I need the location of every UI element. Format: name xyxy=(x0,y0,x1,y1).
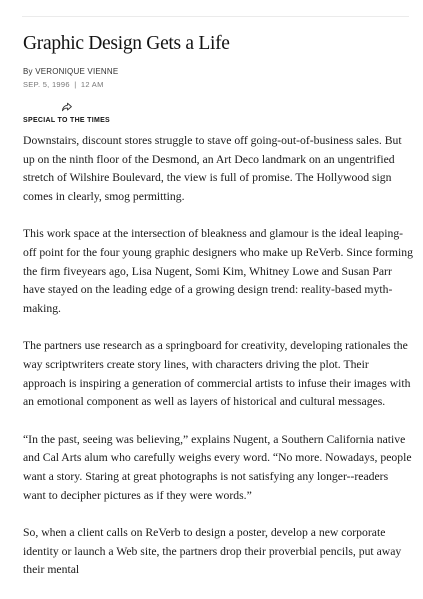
paragraph: This work space at the intersection of bleakness and glamour is the ideal leaping-off point for the four young graphic designers who make up ReVerb. Since forming the firm fiveyears ago, Lisa Nugent, Somi Kim, Whitney Lowe and Susan Parr have stayed on the leading edge of a growing design trend: reality-based myth-making. xyxy=(23,227,413,315)
section-label: SPECIAL TO THE TIMES xyxy=(23,117,111,124)
paragraph: So, when a client calls on ReVerb to design a poster, develop a new corporate identity or launch a Web site, the partners drop their proverbial pencils, put away their mental xyxy=(23,526,402,577)
paragraph: The partners use research as a springboard for creativity, developing rationales the way scriptwriters create story lines, with characters driving the plot. Their approach is inspiring a generation of commercial artists to infuse their images with an emotional component as well as layers of historical and cultural messages. xyxy=(23,339,411,409)
paragraph: Downstairs, discount stores struggle to stave off going-out-of-business sales. But up on the ninth floor of the Desmond, an Art Deco landmark on an ungentrified stretch of Wilshire Boulevard, the view is full of promise. The Hollywood sign comes in clearly, smog permitting. xyxy=(23,134,402,203)
byline-prefix: By xyxy=(23,67,33,76)
dateline xyxy=(23,80,413,90)
share-arrow-icon[interactable] xyxy=(61,98,73,110)
article-headline: Graphic Design Gets a Life xyxy=(23,33,230,54)
publish-time: 12 AM xyxy=(80,80,104,89)
article xyxy=(23,32,413,577)
author-name[interactable]: VERONIQUE VIENNE xyxy=(35,67,119,76)
paragraph: “In the past, seeing was believing,” explains Nugent, a Southern California native and Cal Arts alum who carefully weighs every word. “No more. Nowadays, people want a story. Staring at great photographs is not satisfying any longer--readers want to decipher pictures as if they were words.” xyxy=(23,432,412,502)
article-body xyxy=(23,132,413,599)
byline xyxy=(23,66,413,77)
top-divider xyxy=(22,16,409,17)
date-separator: | xyxy=(74,80,77,89)
publish-date: SEP. 5, 1996 xyxy=(23,80,70,89)
share-arrow-icon-svg xyxy=(61,101,73,113)
